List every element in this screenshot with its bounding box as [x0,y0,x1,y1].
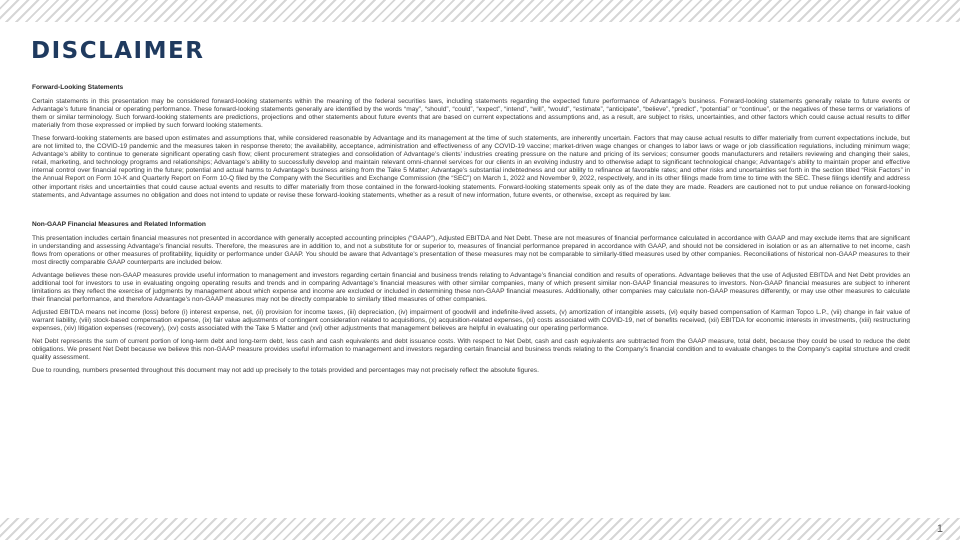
paragraph: Due to rounding, numbers presented throughout this document may not add up precisely to the totals provided and percentages may not precisely reflect the absolute figures. [32,367,539,375]
paragraph: Advantage believes these non-GAAP measures provide useful information to management and investors regarding certain financial and business trends relating to Advantage’s financial condition and results of operations. Advantage believes that the use of Adjusted EBITDA and Net Debt provides an additional tool for investors to use in evaluating ongoing operating results and trends and in comparing Advantage’s financial measures with other similar companies, many of which present similar non-GAAP financial measures to investors. Non-GAAP financial measures are subject to inherent limitations as they reflect the exercise of judgments by management about which expense and income are excluded or included in determining these non-GAAP financial measures. Additionally, other companies may calculate non-GAAP measures differently, or may use other measures to calculate their financial performance, and therefore Advantage’s non-GAAP measures may not be directly comparable to similarly titled measures of other companies. [32,271,910,303]
paragraph: These forward-looking statements are based upon estimates and assumptions that, while considered reasonable by Advantage and its management at the time of such statements, are inherently uncertain. Factors that may cause actual results to differ materially from current expectations include, but are not limited to, the COVID-19 pandemic and the measures taken in response thereto; the availability, acceptance, administration and effectiveness of any COVID-19 vaccine; market-driven wage changes or changes to labor laws or wage or job classification regulations, including minimum wage; Advantage’s ability to continue to generate significant operating cash flow; client procurement strategies and consolidation of Advantage’s clients’ industries creating pressure on the nature and pricing of its services; consumer goods manufacturers and retailers reviewing and changing their sales, retail, marketing, and technology programs and relationships; Advantage’s ability to successfully develop and maintain relevant omni-channel services for our clients in an evolving industry and to otherwise adapt to significant technological change; Advantage’s ability to maintain proper and effective internal control over financial reporting in the future; potential and actual harms to Advantage’s business arising from the Take 5 Matter; Advantage’s substantial indebtedness and our ability to refinance at favorable rates; and other risks and uncertainties set forth in the section titled “Risk Factors” in the Annual Report on Form 10-K and Quarterly Report on Form 10-Q filed by the Company with the Securities and Exchange Commission (the “SEC”) on March 1, 2022 and November 9, 2022, respectively, and in its other filings made from time to time with the SEC. These filings identify and address other important risks and uncertainties that could cause actual events and results to differ materially from those contained in the forward-looking statements. Forward-looking statements speak only as of the date they are made. Readers are cautioned not to put undue reliance on forward-looking statements, and Advantage assumes no obligation and does not intend to update or revise these forward-looking statements, whether as a result of new information, future events, or otherwise, except as required by law. [32,135,910,199]
section-heading: Non-GAAP Financial Measures and Related Information [32,220,206,228]
page-number: 1 [936,523,943,535]
paragraph: Certain statements in this presentation may be considered forward-looking statements within the meaning of the federal securities laws, including statements regarding the expected future performance of Advantage’s business. Forward-looking statements generally relate to future events or Advantage’s future financial or operating performance. These forward-looking statements generally are identified by the words “may”, “should”, “could”, “expect”, “intend”, “will”, “would”, “estimate”, “anticipate”, “believe”, “predict”, “potential” or “continue”, or the negatives of these terms or variations of them or similar terminology. Such forward-looking statements are predictions, projections and other statements about future events that are based on current expectations and assumptions and, as a result, are subject to risks, uncertainties, and other factors which could cause actual results to differ materially from those expressed or implied by such forward looking statements. [32,98,910,130]
top-stripe-band [0,0,960,22]
bottom-stripe-band [0,518,960,540]
forward-looking-section [32,84,910,200]
disclaimer-body [32,84,910,380]
section-heading: Forward-Looking Statements [32,84,124,91]
paragraph: Net Debt represents the sum of current portion of long-term debt and long-term debt, less cash and cash equivalents and debt issuance costs. With respect to Net Debt, cash and cash equivalents are subtracted from the GAAP measure, total debt, because they could be used to reduce the debt obligations. We present Net Debt because we believe this non-GAAP measure provides useful information to management and investors regarding certain financial and business trends relating to the Company’s financial condition and to evaluate changes to the Company’s capital structure and credit quality assessment. [32,338,910,362]
non-gaap-section [32,221,910,376]
paragraph: This presentation includes certain financial measures not presented in accordance with generally accepted accounting principles (“GAAP”), Adjusted EBITDA and Net Debt. These are not measures of financial performance calculated in accordance with GAAP and may exclude items that are significant in understanding and assessing Advantage’s financial results. Therefore, the measures are in addition to, and not a substitute for or superior to, measures of financial performance prepared in accordance with GAAP, and should not be considered in isolation or as an alternative to net income, cash flows from operations or other measures of profitability, liquidity or performance under GAAP. You should be aware that Advantage’s presentation of these measures may not be comparable to similarly-titled measures used by other companies. Reconciliations of historical non-GAAP measures to their most directly comparable GAAP counterparts are included below. [32,234,910,266]
paragraph: Adjusted EBITDA means net income (loss) before (i) interest expense, net, (ii) provision for income taxes, (iii) depreciation, (iv) impairment of goodwill and indefinite-lived assets, (v) amortization of intangible assets, (vi) equity based compensation of Karman Topco L.P., (vii) change in fair value of warrant liability, (viii) stock-based compensation expense, (ix) fair value adjustments of contingent consideration related to acquisitions, (x) acquisition-related expenses, (xi) costs associated with COVID-19, net of benefits received, (xii) EBITDA for economic interests in investments, (xiii) restructuring expenses, (xiv) litigation expenses (recovery), (xv) costs associated with the Take 5 Matter and (xvi) other adjustments that management believes are helpful in evaluating our operating performance. [32,309,910,333]
page-title: DISCLAIMER [31,38,205,64]
